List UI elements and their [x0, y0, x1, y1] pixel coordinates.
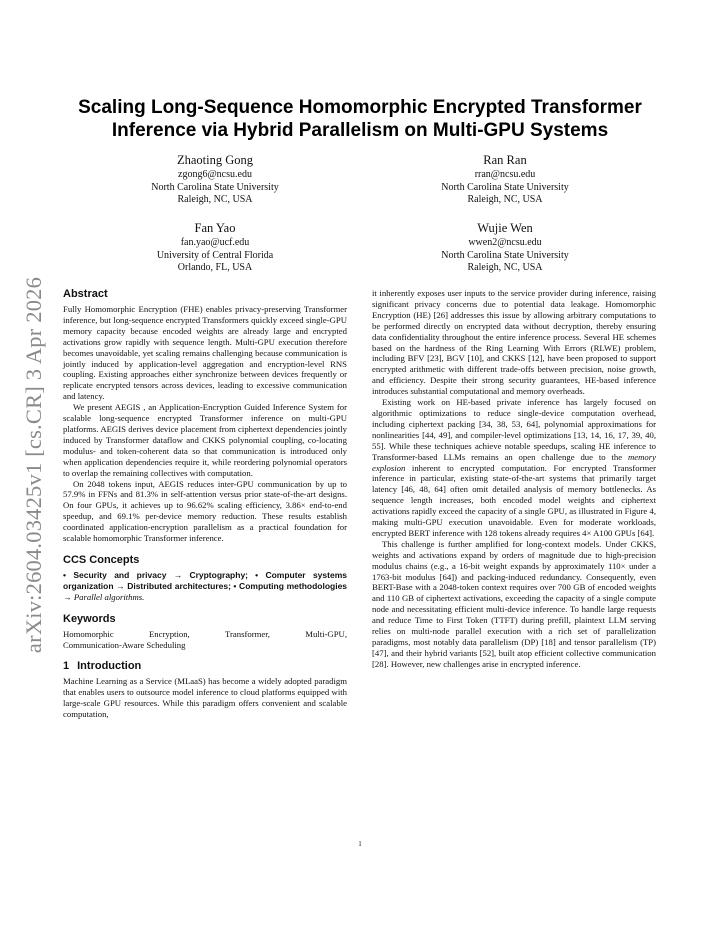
author-affiliation: North Carolina State University: [441, 181, 569, 193]
abstract-paragraph: On 2048 tokens input, AEGIS reduces inter-GPU communication by up to 57.9% in FFNs and 81.3% in self-attention versus prior state-of-the-art designs. On four GPUs, it achieves up to 96.62% scaling efficiency, 3.86× end-to-end speedup, and 69.1% per-device memory reduction. These results establish coordinated application-encryption parallelism as a practical foundation for scalable homomorphic Transformer inference.: [63, 478, 347, 544]
author-location: Raleigh, NC, USA: [177, 194, 253, 205]
introduction-heading: [63, 660, 347, 673]
abstract-paragraph: Fully Homomorphic Encryption (FHE) enables privacy-preserving Transformer inference, but long-sequence encrypted Transformers quickly exceed single-GPU memory capacity because encoded weights are already large and encrypted activations grow rapidly with sequence length. Multi-GPU execution therefore becomes unavoidable, yet scaling remains challenging because communication is jointly induced by application-level aggregation and encryption-level RNS coupling. Existing approaches either synchronize between devices frequently or replicate encrypted tensors across devices, leading to excessive communication and latency.: [63, 304, 347, 402]
body-paragraph: [372, 397, 656, 539]
author-affiliation: North Carolina State University: [151, 181, 279, 193]
ccs-concepts: [63, 570, 347, 603]
author-block: [385, 220, 625, 275]
author-email[interactable]: fan.yao@ucf.edu: [180, 237, 250, 248]
keyword: Homomorphic: [63, 628, 114, 639]
emphasis-text: memory explosion: [372, 451, 656, 473]
body-paragraph: it inherently exposes user inputs to the service provider during inference, raising significant privacy concerns due to potential data leakage. Homomorphic Encryption (HE) [26] addresses this issue by allowing arbitrary computations to be performed directly on encrypted data without decryption, thereby ensuring data confidentiality throughout the entire inference process. Several HE schemes based on the hardness of the Ring Learning With Errors (RLWE) problem, including BFV [23], BGV [10], and CKKS [12], have been proposed to support encrypted arithmetic with different trade-offs between precision, noise growth, and efficiency. Despite their strong security guarantees, HE-based inference introduces substantial computational and memory overheads.: [372, 288, 656, 397]
ccs-arrow: →: [63, 591, 72, 602]
author-location: Raleigh, NC, USA: [467, 262, 543, 273]
author-email[interactable]: wwen2@ncsu.edu: [468, 237, 542, 248]
arxiv-stamp: [20, 265, 48, 665]
ccs-concept: Cryptography;: [189, 569, 248, 580]
author-location: Raleigh, NC, USA: [467, 194, 543, 205]
keywords-heading: Keywords: [63, 612, 116, 625]
keyword: Encryption,: [148, 628, 190, 639]
abstract-heading: Abstract: [63, 288, 108, 300]
page-number: 1: [358, 840, 362, 848]
author-name: Ran Ran: [483, 153, 527, 167]
left-column: [63, 288, 347, 720]
section-number: 1: [63, 660, 70, 673]
author-location: Orlando, FL, USA: [177, 262, 253, 273]
keywords-line: Communication-Aware Scheduling: [63, 639, 186, 650]
author-block: [385, 152, 625, 207]
section-title: Introduction: [77, 660, 142, 673]
keywords-line: [63, 629, 347, 640]
ccs-concept: Distributed architectures;: [127, 580, 231, 591]
intro-paragraph: Machine Learning as a Service (MLaaS) has become a widely adopted paradigm that enables users to outsource model inference to cloud platforms equipped with large-scale GPU resources. While this paradigm offers convenient and scalable computation,: [63, 676, 347, 720]
keyword: Transformer,: [225, 628, 270, 639]
author-affiliation: North Carolina State University: [441, 249, 569, 261]
ccs-category: • Security and privacy: [63, 569, 167, 580]
ccs-category: • Computer systems organization: [63, 569, 347, 591]
author-email[interactable]: rran@ncsu.edu: [474, 169, 536, 180]
author-block: [95, 152, 335, 207]
ccs-concept: Parallel algorithms.: [73, 591, 145, 602]
author-name: Wujie Wen: [477, 221, 533, 235]
author-name: Zhaoting Gong: [176, 153, 254, 167]
ccs-category: • Computing methodologies: [233, 580, 348, 591]
author-affiliation: University of Central Florida: [156, 249, 274, 261]
abstract-paragraph: We present AEGIS , an Application-Encryption Guided Inference System for scalable long-sequence encrypted Transformer inference on multi-GPU platforms. AEGIS derives device placement from ciphertext dependencies jointly induced by Transformer dataflow and CKKS polynomial coupling, co-locating modulus- and token-coherent data so that communication is introduced only when application dependencies require it, while reordering polynomial operators to overlap the remaining collectives with computation.: [63, 402, 347, 478]
keyword: Multi-GPU,: [305, 628, 347, 639]
author-email[interactable]: zgong6@ncsu.edu: [178, 169, 252, 180]
ccs-arrow: →: [116, 580, 125, 591]
right-column: [372, 288, 656, 670]
body-text: inherent to encrypted computation. For encrypted Transformer inference in particular, existing state-of-the-art systems that primarily target latency [46, 48, 64] often omit detailed analysis of memory bottlenecks. As sequence length increases, both encoded model weights and ciphertext activations rapidly exceed the capacity of a single GPU, as illustrated in Figure 4, making multi-GPU execution unavoidable. Even for moderate workloads, encrypted BERT inference with 128 tokens already requires 4× A100 GPUs [64].: [372, 462, 656, 538]
author-name: Fan Yao: [194, 221, 236, 235]
ccs-arrow: →: [173, 569, 183, 580]
body-paragraph: This challenge is further amplified for long-context models. Under CKKS, weights and activations expand by orders of magnitude due to high-precision modulus chains (e.g., a 16-bit weight expands by approximately 110× under a 1763-bit modulus [64]) and packing-induced redundancy. Consequently, even BERT-Base with a 2048-token context requires over 700 GB of encoded weights and 110 GB of ciphertext activations, exceeding the capacity of a single compute node and necessitating efficient multi-device inference. To handle large requests and reduce Time to First Token (TTFT) during prefill, plaintext LLM serving relies on multi-node parallel execution with a rich set of parallelization paradigms, most notably data parallelism (DP) [18] and tensor parallelism (TP) [47], and their hybrid variants [52], built atop efficient collective communication [28]. However, new challenges arise in encrypted inference.: [372, 538, 656, 669]
paper-title: Scaling Long-Sequence Homomorphic Encrypted Transformer Inference via Hybrid Parallelism on Multi-GPU Systems: [78, 97, 642, 141]
author-block: [95, 220, 335, 275]
ccs-heading: CCS Concepts: [63, 553, 140, 566]
arxiv-id[interactable]: arXiv:2604.03425v1 [cs.CR] 3 Apr 2026: [21, 276, 46, 654]
body-text: Existing work on HE-based private inference has largely focused on algorithmic optimizations to reduce single-device computation overhead, including ciphertext packing [34, 38, 53, 64], polynomial approximations for nonlinearities [44, 49], and compiler-level optimizations [13, 14, 16, 17, 39, 40, 55]. While these techniques achieve notable speedups, scaling HE inference to Transformer-based LLMs remains an open challenge due to the: [372, 397, 656, 462]
